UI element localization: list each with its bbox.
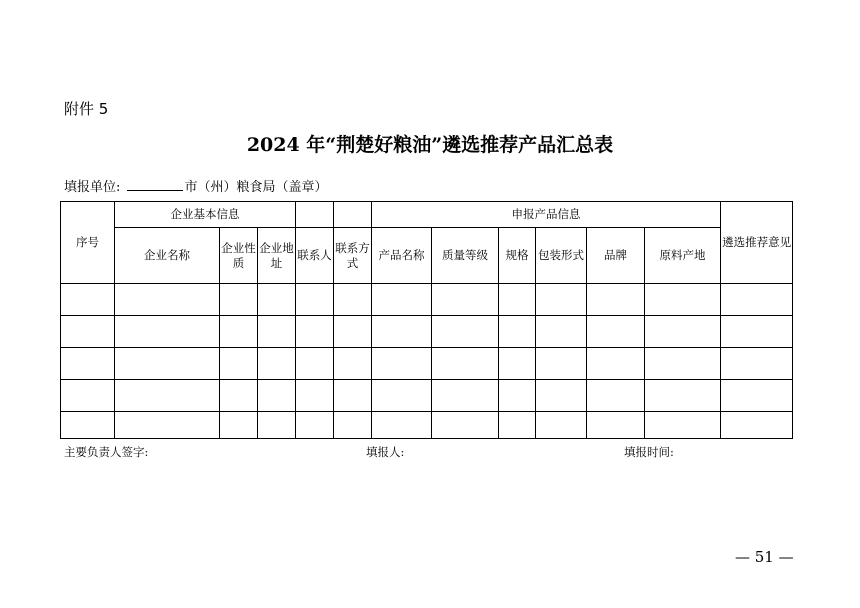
table-cell — [115, 348, 220, 380]
table-cell — [61, 284, 115, 316]
footer-time-label: 填报时间: — [624, 445, 674, 459]
table-cell — [115, 284, 220, 316]
header-product-group: 申报产品信息 — [372, 202, 721, 228]
table-cell — [587, 316, 645, 348]
table-cell — [536, 316, 587, 348]
table-cell — [587, 412, 645, 439]
footer-filler-label: 填报人: — [366, 445, 405, 459]
table-cell — [61, 316, 115, 348]
table-cell — [499, 348, 536, 380]
annex-label: 附件 5 — [64, 100, 109, 118]
table-cell — [296, 380, 334, 412]
header-specification: 规格 — [499, 228, 536, 284]
header-company-address: 企业地址 — [258, 228, 296, 284]
table-cell — [115, 316, 220, 348]
table-cell — [61, 380, 115, 412]
table-cell — [372, 284, 432, 316]
table-cell — [721, 412, 793, 439]
header-opinion: 遴选推荐意见 — [721, 202, 793, 284]
table-cell — [115, 412, 220, 439]
table-cell — [645, 284, 721, 316]
table-cell — [220, 412, 258, 439]
table-cell — [432, 348, 499, 380]
table-cell — [432, 316, 499, 348]
table-cell — [258, 412, 296, 439]
table-cell — [645, 316, 721, 348]
header-company-group: 企业基本信息 — [115, 202, 296, 228]
summary-table — [60, 201, 793, 439]
table-cell — [587, 284, 645, 316]
table-cell — [372, 380, 432, 412]
table-row — [61, 316, 793, 348]
table-cell — [645, 380, 721, 412]
table-cell — [721, 348, 793, 380]
header-product-name: 产品名称 — [372, 228, 432, 284]
header-quality-grade: 质量等级 — [432, 228, 499, 284]
reporting-unit-line — [64, 176, 328, 195]
table-cell — [536, 412, 587, 439]
table-cell — [372, 316, 432, 348]
table-cell — [220, 348, 258, 380]
table-cell — [115, 380, 220, 412]
header-blank — [296, 202, 334, 228]
table-cell — [258, 284, 296, 316]
table-body — [61, 284, 793, 439]
reporting-unit-label: 填报单位: — [64, 180, 121, 195]
table-cell — [721, 284, 793, 316]
table-cell — [334, 412, 372, 439]
table-cell — [499, 380, 536, 412]
table-cell — [334, 284, 372, 316]
header-company-nature: 企业性质 — [220, 228, 258, 284]
table-cell — [499, 316, 536, 348]
table-row — [61, 380, 793, 412]
reporting-unit-blank — [127, 180, 183, 191]
table-cell — [334, 380, 372, 412]
page-number: — 51 — — [735, 548, 794, 566]
table-cell — [721, 380, 793, 412]
document-title: 2024 年“荆楚好粮油”遴选推荐产品汇总表 — [246, 134, 614, 156]
table-cell — [372, 412, 432, 439]
table-cell — [432, 284, 499, 316]
table-cell — [499, 412, 536, 439]
table-row — [61, 348, 793, 380]
table-cell — [296, 284, 334, 316]
table-cell — [61, 412, 115, 439]
table-cell — [499, 284, 536, 316]
table-cell — [587, 380, 645, 412]
table-cell — [61, 348, 115, 380]
table-cell — [334, 348, 372, 380]
header-origin: 原料产地 — [645, 228, 721, 284]
table-cell — [220, 380, 258, 412]
table-cell — [258, 380, 296, 412]
table-cell — [587, 348, 645, 380]
table-cell — [536, 380, 587, 412]
table-cell — [258, 316, 296, 348]
reporting-unit-suffix: 市（州）粮食局（盖章） — [184, 180, 328, 195]
table-cell — [258, 348, 296, 380]
table-row — [61, 412, 793, 439]
table-cell — [432, 380, 499, 412]
header-seq: 序号 — [61, 202, 115, 284]
header-brand: 品牌 — [587, 228, 645, 284]
footer-signer-label: 主要负责人签字: — [64, 445, 149, 459]
table-cell — [721, 316, 793, 348]
table-cell — [296, 316, 334, 348]
header-contact-person: 联系人 — [296, 228, 334, 284]
table-cell — [372, 348, 432, 380]
table-cell — [536, 348, 587, 380]
table-row — [61, 284, 793, 316]
header-blank — [334, 202, 372, 228]
table-cell — [645, 348, 721, 380]
table-cell — [296, 412, 334, 439]
table-cell — [334, 316, 372, 348]
table-cell — [645, 412, 721, 439]
table-cell — [220, 316, 258, 348]
table-cell — [432, 412, 499, 439]
header-contact-method: 联系方式 — [334, 228, 372, 284]
header-company-name: 企业名称 — [115, 228, 220, 284]
header-packaging: 包装形式 — [536, 228, 587, 284]
table-cell — [296, 348, 334, 380]
table-cell — [220, 284, 258, 316]
table-cell — [536, 284, 587, 316]
